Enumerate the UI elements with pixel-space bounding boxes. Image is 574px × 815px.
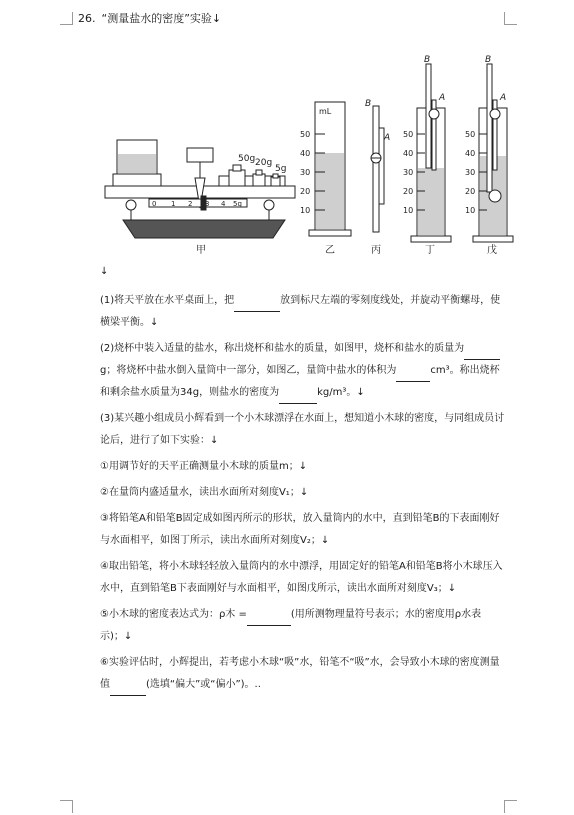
weight-20g bbox=[253, 174, 265, 186]
item-2-text-d: kg/m³。↓ bbox=[317, 387, 365, 398]
beaker-liquid bbox=[118, 154, 156, 173]
balance-base bbox=[123, 220, 285, 238]
item-1 bbox=[100, 290, 505, 334]
corner-mark-top-right bbox=[504, 12, 517, 25]
tick-ding-40: 40 bbox=[403, 149, 414, 158]
item-2-text-a: (2)烧杯中装入适量的盐水，称出烧杯和盐水的质量，如图甲，烧杯和盐水的质量为 bbox=[100, 343, 465, 354]
step-6-text-b: (选填“偏大”或“偏小”)。.. bbox=[146, 679, 261, 690]
answer-blank-6[interactable] bbox=[110, 681, 146, 696]
experiment-figure bbox=[95, 48, 515, 258]
tick-wu-30: 30 bbox=[465, 168, 476, 177]
answer-blank-4[interactable] bbox=[279, 389, 317, 404]
step-5-text-a: ⑤小木球的密度表达式为：ρ木 = bbox=[100, 609, 247, 620]
pencil-label-b-bing: B bbox=[365, 99, 372, 109]
scale-label-2: 2 bbox=[188, 200, 193, 208]
tick-yi-30: 30 bbox=[300, 168, 311, 177]
scale-label-5g: 5g bbox=[233, 200, 242, 208]
answer-blank-2[interactable] bbox=[464, 345, 500, 360]
item-1-text-b: 放到标尺左端的零刻度线处，并旋动平衡螺母，使横梁平衡。↓ bbox=[100, 295, 501, 328]
question-number: 26. bbox=[78, 12, 96, 25]
step-4: ④取出铅笔，将小木球轻轻放入量筒内的水中漂浮，用固定好的铅笔A和铅笔B将小木球压入水中，直到铅笔B下表面刚好与水面相平，如图戊所示，读出水面所对刻度V₃；↓ bbox=[100, 561, 503, 594]
corner-mark-top-left bbox=[60, 12, 73, 25]
caption-jia: 甲 bbox=[196, 245, 206, 256]
corner-mark-bottom-left bbox=[60, 800, 73, 813]
pencil-label-b-ding: B bbox=[424, 55, 431, 65]
caption-ding: 丁 bbox=[425, 245, 435, 256]
tick-ding-10: 10 bbox=[403, 206, 414, 215]
tick-wu-20: 20 bbox=[465, 187, 476, 196]
tick-yi-10: 10 bbox=[300, 206, 311, 215]
tick-yi-40: 40 bbox=[300, 149, 311, 158]
item-2-text-c: cm³。称出烧杯和剩余盐水质量为34g，则盐水的密度为 bbox=[100, 365, 500, 398]
tick-yi-20: 20 bbox=[300, 187, 311, 196]
pencil-label-a-bing: A bbox=[384, 133, 391, 143]
caption-bing: 丙 bbox=[371, 245, 381, 256]
balance-figure bbox=[105, 140, 295, 238]
step-1: ①用调节好的天平正确测量小木球的质量m；↓ bbox=[100, 461, 308, 472]
answer-blank-3[interactable] bbox=[396, 367, 430, 382]
step-5 bbox=[100, 604, 505, 648]
tick-ding-50: 50 bbox=[403, 130, 414, 139]
tick-wu-10: 10 bbox=[465, 206, 476, 215]
pencil-label-a-wu: A bbox=[500, 93, 507, 103]
cylinder-yi bbox=[309, 102, 351, 236]
pencils-bing bbox=[371, 106, 384, 232]
weight-50g bbox=[229, 170, 245, 186]
question-body bbox=[100, 290, 505, 700]
wooden-ball bbox=[489, 190, 501, 202]
tick-wu-50: 50 bbox=[465, 130, 476, 139]
question-heading: “测量盐水的密度”实验↓ bbox=[101, 12, 222, 25]
scale-label-4: 4 bbox=[221, 200, 226, 208]
caption-yi: 乙 bbox=[325, 245, 335, 256]
step-6-text-a: ⑥实验评估时，小辉提出，若考虑小木球“吸”水，铅笔不“吸”水，会导致小木球的密度测量值 bbox=[100, 657, 500, 690]
answer-blank-1[interactable] bbox=[234, 297, 280, 312]
pencil-label-a-ding: A bbox=[439, 93, 446, 103]
step-3: ③将铅笔A和铅笔B固定成如图丙所示的形状，放入量筒内的水中，直到铅笔B的下表面刚好与水面相平，如图丁所示，读出水面所对刻度V₂；↓ bbox=[100, 513, 500, 546]
step-2: ②在量筒内盛适量水，读出水面所对刻度V₁；↓ bbox=[100, 487, 309, 498]
caption-wu: 戊 bbox=[487, 245, 497, 256]
tick-yi-50: 50 bbox=[300, 130, 311, 139]
cylinder-unit: mL bbox=[319, 107, 332, 116]
item-2-text-b: g；将烧杯中盐水倒入量筒中一部分，如图乙，量筒中盐水的体积为 bbox=[100, 365, 397, 376]
cylinder-wu bbox=[473, 64, 513, 242]
cylinder-ding bbox=[411, 64, 451, 242]
step-6 bbox=[100, 652, 505, 696]
item-3: (3)某兴趣小组成员小辉看到一个小木球漂浮在水面上，想知道小木球的密度，与同组成员讨论后，进行了如下实验：↓ bbox=[100, 413, 505, 446]
cylinder-ding-liquid bbox=[418, 168, 444, 235]
answer-blank-5[interactable] bbox=[247, 611, 291, 626]
tick-ding-30: 30 bbox=[403, 168, 414, 177]
item-1-text-a: (1)将天平放在水平桌面上，把 bbox=[100, 295, 235, 306]
tick-wu-40: 40 bbox=[465, 149, 476, 158]
step-5-text-b: (用所测物理量符号表示；水的密度用ρ水表示)；↓ bbox=[100, 609, 482, 642]
question-title bbox=[78, 10, 221, 26]
weight-label-20g: 20g bbox=[255, 158, 273, 168]
weight-label-5g: 5g bbox=[275, 164, 287, 174]
balance-dial bbox=[187, 148, 213, 162]
tick-ding-20: 20 bbox=[403, 187, 414, 196]
scale-label-0: 0 bbox=[152, 200, 157, 208]
scale-label-1: 1 bbox=[171, 200, 176, 208]
scale-label-3: 3 bbox=[205, 200, 210, 208]
pencil-label-b-wu: B bbox=[485, 55, 492, 65]
weight-label-50g: 50g bbox=[238, 154, 256, 164]
corner-mark-bottom-right bbox=[504, 800, 517, 813]
item-2 bbox=[100, 338, 505, 404]
paragraph-mark: ↓ bbox=[100, 266, 109, 277]
